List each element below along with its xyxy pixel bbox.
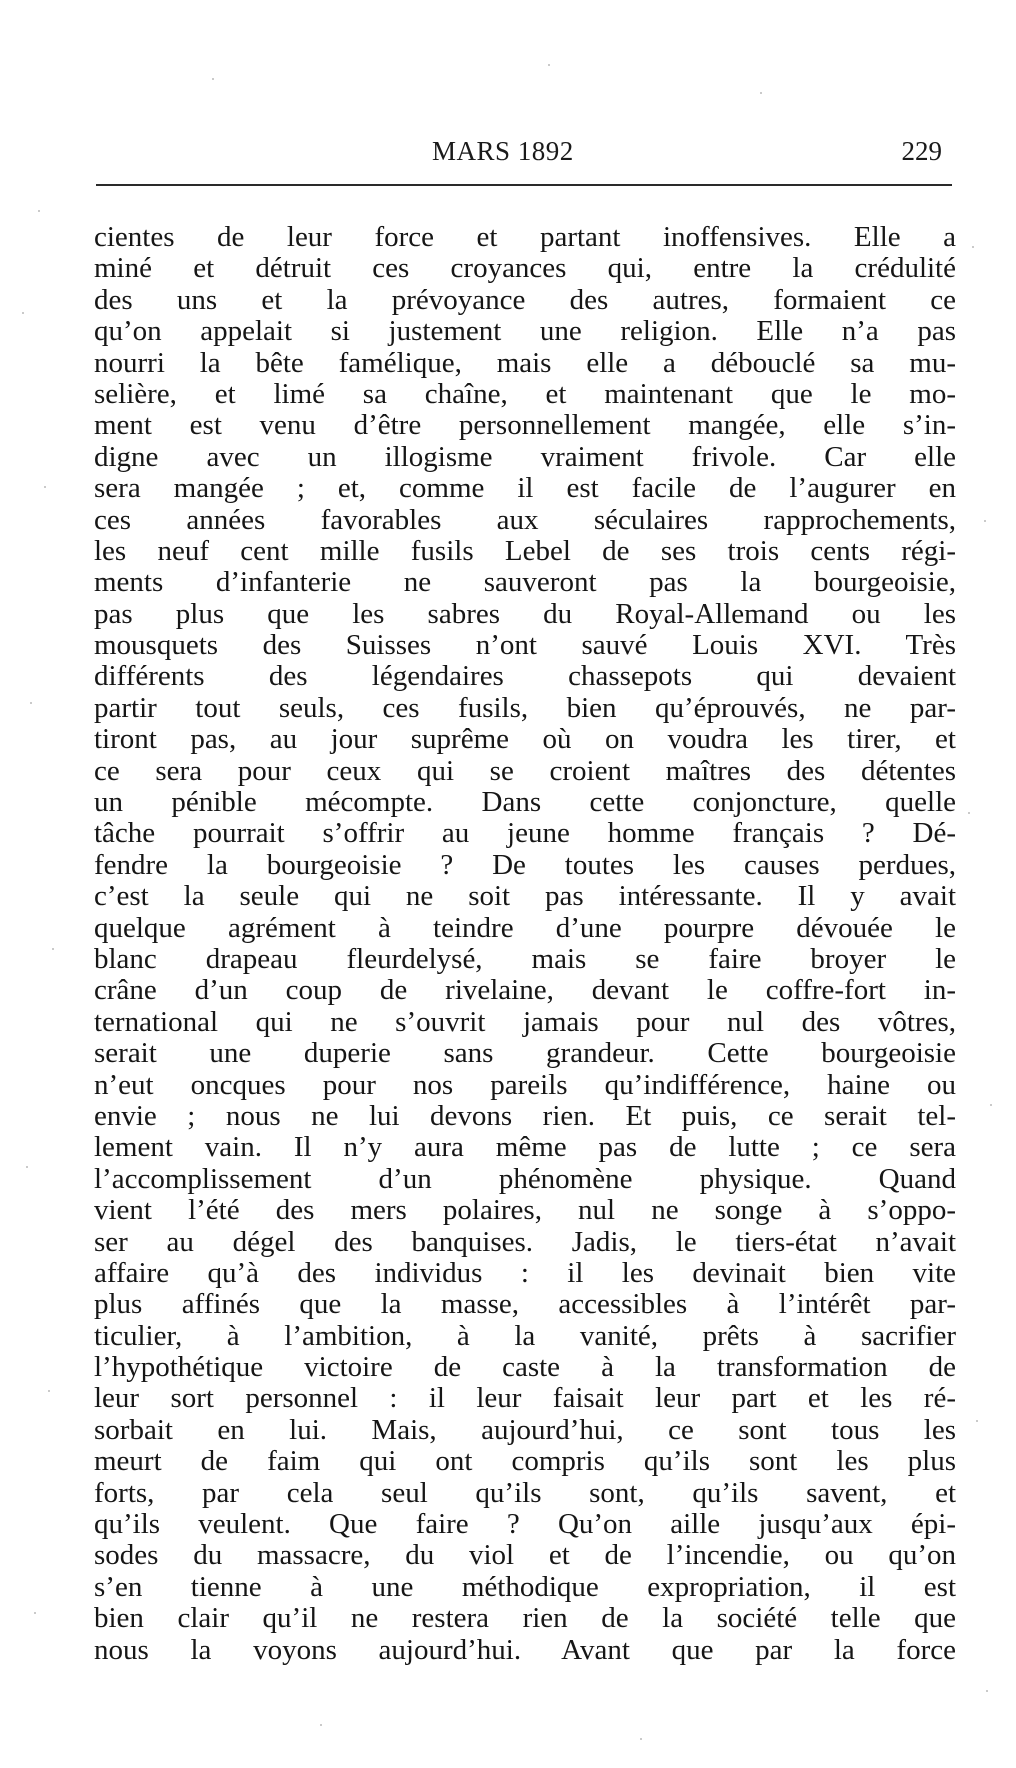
scan-speck [640, 1738, 642, 1740]
scan-speck [986, 1690, 988, 1692]
text-line: forts, par cela seul qu’ils sont, qu’ils savent, et [94, 1477, 956, 1509]
text-line: sorbait en lui. Mais, aujourd’hui, ce sont tous les [94, 1414, 956, 1446]
scan-speck [972, 246, 974, 248]
text-line: blanc drapeau fleurdelysé, mais se faire broyer le [94, 943, 956, 975]
scan-speck [984, 520, 986, 522]
running-title: MARS 1892 [432, 136, 574, 166]
scan-speck [990, 1104, 992, 1106]
text-line: tiront pas, au jour suprême où on voudra les tirer, et [94, 724, 956, 756]
scan-speck [548, 64, 550, 66]
text-line: ment est venu d’être personnellement mangée, elle s’in- [94, 410, 956, 442]
text-line: serait une duperie sans grandeur. Cette bourgeoisie [94, 1038, 956, 1070]
text-line: digne avec un illogisme vraiment frivole. Car elle [94, 441, 956, 473]
text-line: selière, et limé sa chaîne, et maintenant que le mo- [94, 378, 956, 410]
text-line: meurt de faim qui ont compris qu’ils sont les plus [94, 1446, 956, 1478]
text-line: pas plus que les sabres du Royal-Allemand ou les [94, 598, 956, 630]
scan-speck [26, 1166, 28, 1168]
text-line: les neuf cent mille fusils Lebel de ses trois cents régi- [94, 535, 956, 567]
text-line: ser au dégel des banquises. Jadis, le tiers-état n’avait [94, 1226, 956, 1258]
text-line: quelque agrément à teindre d’une pourpre dévouée le [94, 912, 956, 944]
text-line: s’en tienne à une méthodique expropriation, il est [94, 1571, 956, 1603]
text-line: ments d’infanterie ne sauveront pas la bourgeoisie, [94, 567, 956, 599]
scan-speck [976, 1420, 978, 1422]
text-line: sera mangée ; et, comme il est facile de l’augurer en [94, 473, 956, 505]
scan-speck [34, 1612, 36, 1614]
text-line: nous la voyons aujourd’hui. Avant que par la force [94, 1634, 956, 1666]
text-line: mousquets des Suisses n’ont sauvé Louis XVI. Très [94, 630, 956, 662]
scan-speck [22, 312, 24, 314]
scan-speck [48, 1390, 50, 1392]
text-line: qu’on appelait si justement une religion. Elle n’a pas [94, 316, 956, 348]
text-line: lement vain. Il n’y aura même pas de lutte ; ce sera [94, 1132, 956, 1164]
text-line: c’est la seule qui ne soit pas intéressante. Il y avait [94, 881, 956, 913]
text-line: l’hypothétique victoire de caste à la transformation de [94, 1352, 956, 1384]
scan-speck [44, 486, 46, 488]
scan-speck [38, 210, 40, 212]
text-line: un pénible mécompte. Dans cette conjoncture, quelle [94, 787, 956, 819]
running-header [96, 136, 952, 180]
scan-speck [52, 948, 54, 950]
text-line: affaire qu’à des individus : il les devinait bien vite [94, 1257, 956, 1289]
text-line: n’eut oncques pour nos pareils qu’indifférence, haine ou [94, 1069, 956, 1101]
text-line: des uns et la prévoyance des autres, formaient ce [94, 284, 956, 316]
text-line: crâne d’un coup de rivelaine, devant le coffre-fort in- [94, 975, 956, 1007]
page-number: 229 [901, 136, 942, 166]
scan-speck [760, 92, 762, 94]
scan-speck [968, 812, 970, 814]
text-line: différents des légendaires chassepots qui devaient [94, 661, 956, 693]
text-line: bien clair qu’il ne restera rien de la société telle que [94, 1603, 956, 1635]
text-line: partir tout seuls, ces fusils, bien qu’éprouvés, ne par- [94, 692, 956, 724]
header-rule [96, 184, 952, 186]
text-line: leur sort personnel : il leur faisait leur part et les ré- [94, 1383, 956, 1415]
text-line: ticulier, à l’ambition, à la vanité, prêts à sacrifier [94, 1320, 956, 1352]
scan-speck [212, 78, 214, 80]
body-text [94, 222, 956, 1666]
text-line: l’accomplissement d’un phénomène physique. Quand [94, 1163, 956, 1195]
text-line: nourri la bête famélique, mais elle a débouclé sa mu- [94, 347, 956, 379]
text-line: ces années favorables aux séculaires rapprochements, [94, 504, 956, 536]
scan-speck [320, 1724, 322, 1726]
text-line: ce sera pour ceux qui se croient maîtres des détentes [94, 755, 956, 787]
text-line: tâche pourrait s’offrir au jeune homme français ? Dé- [94, 818, 956, 850]
text-line: vient l’été des mers polaires, nul ne songe à s’oppo- [94, 1195, 956, 1227]
text-line: qu’ils veulent. Que faire ? Qu’on aille jusqu’aux épi- [94, 1509, 956, 1541]
text-line: plus affinés que la masse, accessibles à l’intérêt par- [94, 1289, 956, 1321]
text-line: ternational qui ne s’ouvrit jamais pour nul des vôtres, [94, 1006, 956, 1038]
text-line: fendre la bourgeoisie ? De toutes les causes perdues, [94, 849, 956, 881]
text-line: envie ; nous ne lui devons rien. Et puis, ce serait tel- [94, 1100, 956, 1132]
text-line: sodes du massacre, du viol et de l’incendie, ou qu’on [94, 1540, 956, 1572]
scan-speck [30, 702, 32, 704]
text-line: miné et détruit ces croyances qui, entre la crédulité [94, 253, 956, 285]
text-line: cientes de leur force et partant inoffensives. Elle a [94, 222, 956, 253]
